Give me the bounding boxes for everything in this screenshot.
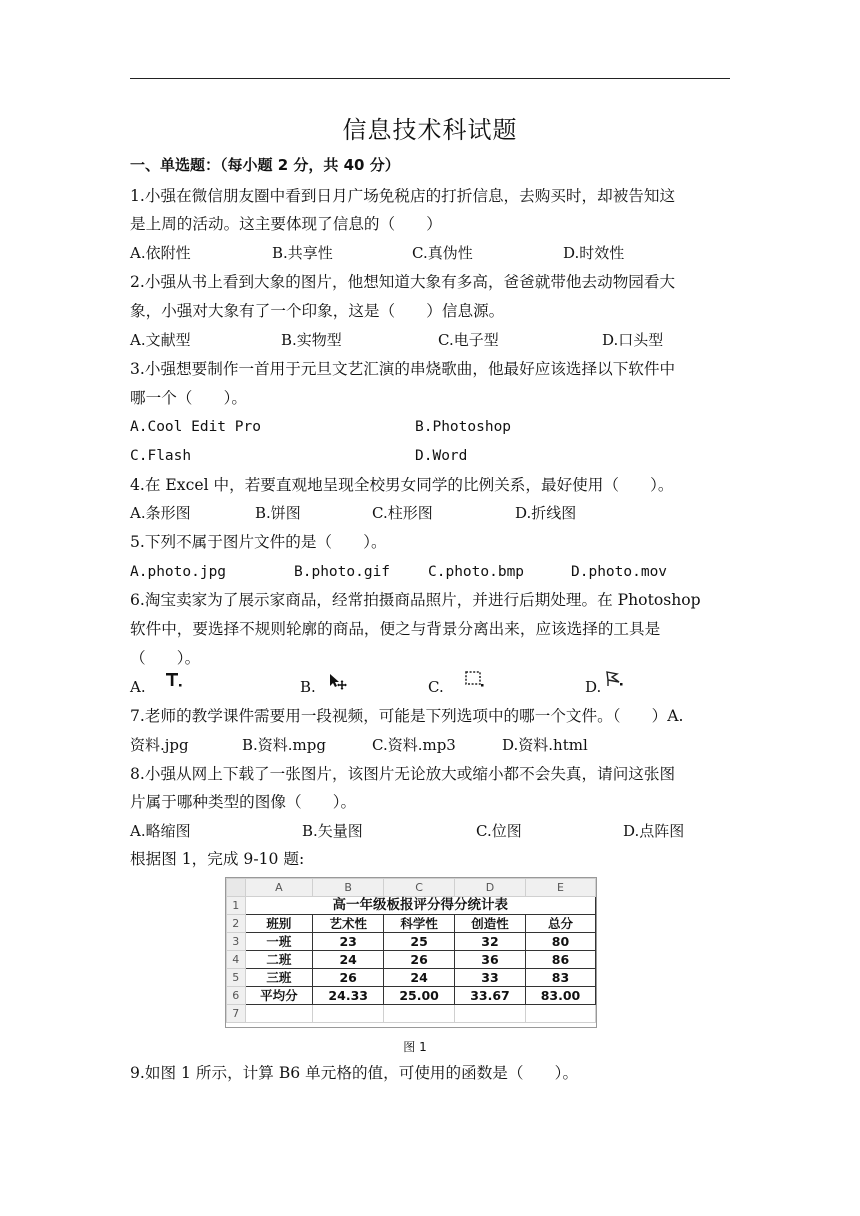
table-cell: 25.00 — [384, 987, 455, 1005]
row-number: 2 — [227, 915, 246, 933]
column-header: A — [245, 879, 313, 897]
empty-cell — [525, 1005, 595, 1023]
q8-option-b: B.矢量图 — [302, 822, 363, 840]
question-6-text-cont: 软件中，要选择不规则轮廓的商品，便之与背景分离出来，应该选择的工具是 — [130, 620, 661, 638]
question-6-text-cont2: （ ）。 — [130, 649, 201, 667]
table-cell: 26 — [313, 969, 384, 987]
q1-option-a: A.依附性 — [130, 244, 191, 262]
score-table — [226, 878, 596, 1023]
row-number: 5 — [227, 969, 246, 987]
row-number: 4 — [227, 951, 246, 969]
table-cell: 36 — [455, 951, 526, 969]
header-cell: 科学性 — [384, 915, 455, 933]
q2-option-a: A.文献型 — [130, 331, 191, 349]
q3-option-c: C.Flash — [130, 448, 192, 464]
question-1-text-cont: 是上周的活动。这主要体现了信息的（ ） — [130, 215, 442, 233]
question-6-text: 6.淘宝卖家为了展示家商品，经常拍摄商品照片，并进行后期处理。在 Photoshop — [130, 591, 701, 609]
empty-cell — [384, 1005, 455, 1023]
empty-cell — [313, 1005, 384, 1023]
q7-option-b: B.资料.mpg — [242, 736, 326, 754]
header-cell: 艺术性 — [313, 915, 384, 933]
q7-option-d: D.资料.html — [502, 736, 588, 754]
question-2-text: 2.小强从书上看到大象的图片，他想知道大象有多高，爸爸就带他去动物园看大 — [130, 273, 676, 291]
q7-option-a: 资料.jpg — [130, 736, 189, 754]
empty-cell — [245, 1005, 313, 1023]
figure-caption: 图 1 — [403, 1040, 427, 1054]
question-4-text: 4.在 Excel 中，若要直观地呈现全校男女同学的比例关系，最好使用（ ）。 — [130, 476, 674, 494]
q8-option-a: A.略缩图 — [130, 822, 191, 840]
figure-intro: 根据图 1，完成 9-10 题: — [130, 850, 305, 868]
question-7-text: 7.老师的教学课件需要用一段视频，可能是下列选项中的哪一个文件。（ ）A. — [130, 707, 684, 725]
q4-option-d: D.折线图 — [515, 504, 577, 522]
table-cell: 25 — [384, 933, 455, 951]
q1-option-c: C.真伪性 — [412, 244, 473, 262]
q3-option-b: B.Photoshop — [415, 419, 512, 435]
q2-option-b: B.实物型 — [281, 331, 342, 349]
q7-option-c: C.资料.mp3 — [372, 736, 456, 754]
q6-option-b: B. — [300, 678, 316, 696]
header-cell: 总分 — [525, 915, 595, 933]
marquee-tool-icon — [463, 669, 485, 689]
q1-option-b: B.共享性 — [272, 244, 333, 262]
table-cell: 23 — [313, 933, 384, 951]
table-cell: 二班 — [245, 951, 313, 969]
q8-option-c: C.位图 — [476, 822, 522, 840]
polygonal-lasso-icon — [603, 669, 625, 689]
q5-option-d: D.photo.mov — [571, 564, 668, 580]
q5-option-a: A.photo.jpg — [130, 564, 227, 580]
table-cell: 83 — [525, 969, 595, 987]
q5-option-b: B.photo.gif — [294, 564, 391, 580]
table-cell: 24 — [313, 951, 384, 969]
table-cell: 26 — [384, 951, 455, 969]
column-header: E — [525, 879, 595, 897]
table-cell: 24 — [384, 969, 455, 987]
question-5-text: 5.下列不属于图片文件的是（ ）。 — [130, 533, 387, 551]
q4-option-c: C.柱形图 — [372, 504, 433, 522]
table-title: 高一年级板报评分得分统计表 — [245, 897, 595, 915]
q6-option-a: A. — [130, 678, 146, 696]
question-2-text-cont: 象，小强对大象有了一个印象，这是（ ）信息源。 — [130, 302, 505, 320]
q3-option-d: D.Word — [415, 448, 468, 464]
move-tool-icon — [327, 672, 349, 692]
table-cell: 86 — [525, 951, 595, 969]
question-3-text: 3.小强想要制作一首用于元旦文艺汇演的串烧歌曲，他最好应该选择以下软件中 — [130, 360, 676, 378]
section-heading: 一、单选题：（每小题 2 分，共 40 分） — [130, 156, 400, 174]
q1-option-d: D.时效性 — [563, 244, 625, 262]
header-rule — [130, 78, 730, 79]
column-header: C — [384, 879, 455, 897]
table-cell: 33 — [455, 969, 526, 987]
question-8-text-cont: 片属于哪种类型的图像（ ）。 — [130, 793, 357, 811]
question-8-text: 8.小强从网上下载了一张图片，该图片无论放大或缩小都不会失真，请问这张图 — [130, 765, 676, 783]
empty-cell — [455, 1005, 526, 1023]
question-1-text: 1.小强在微信朋友圈中看到日月广场免税店的打折信息，去购买时，却被告知这 — [130, 187, 676, 205]
sheet-corner — [227, 879, 246, 897]
q3-option-a: A.Cool Edit Pro — [130, 419, 261, 435]
q6-option-d: D. — [585, 678, 602, 696]
q2-option-c: C.电子型 — [438, 331, 499, 349]
row-number: 1 — [227, 897, 246, 915]
q4-option-a: A.条形图 — [130, 504, 191, 522]
table-cell: 32 — [455, 933, 526, 951]
table-cell: 80 — [525, 933, 595, 951]
question-9-text: 9.如图 1 所示，计算 B6 单元格的值，可使用的函数是（ ）。 — [130, 1064, 579, 1082]
table-cell: 三班 — [245, 969, 313, 987]
column-header: B — [313, 879, 384, 897]
table-cell: 24.33 — [313, 987, 384, 1005]
q8-option-d: D.点阵图 — [623, 822, 685, 840]
row-number: 3 — [227, 933, 246, 951]
row-number: 6 — [227, 987, 246, 1005]
q5-option-c: C.photo.bmp — [428, 564, 525, 580]
row-number: 7 — [227, 1005, 246, 1023]
table-cell: 33.67 — [455, 987, 526, 1005]
q4-option-b: B.饼图 — [255, 504, 301, 522]
spreadsheet-figure — [225, 877, 597, 1028]
table-cell: 一班 — [245, 933, 313, 951]
table-cell: 83.00 — [525, 987, 595, 1005]
column-header: D — [455, 879, 526, 897]
type-tool-icon — [163, 670, 185, 690]
page-title: 信息技术科试题 — [342, 116, 518, 144]
header-cell: 班别 — [245, 915, 313, 933]
header-cell: 创造性 — [455, 915, 526, 933]
q2-option-d: D.口头型 — [602, 331, 664, 349]
question-3-text-cont: 哪一个（ ）。 — [130, 389, 247, 407]
table-cell: 平均分 — [245, 987, 313, 1005]
q6-option-c: C. — [428, 678, 444, 696]
